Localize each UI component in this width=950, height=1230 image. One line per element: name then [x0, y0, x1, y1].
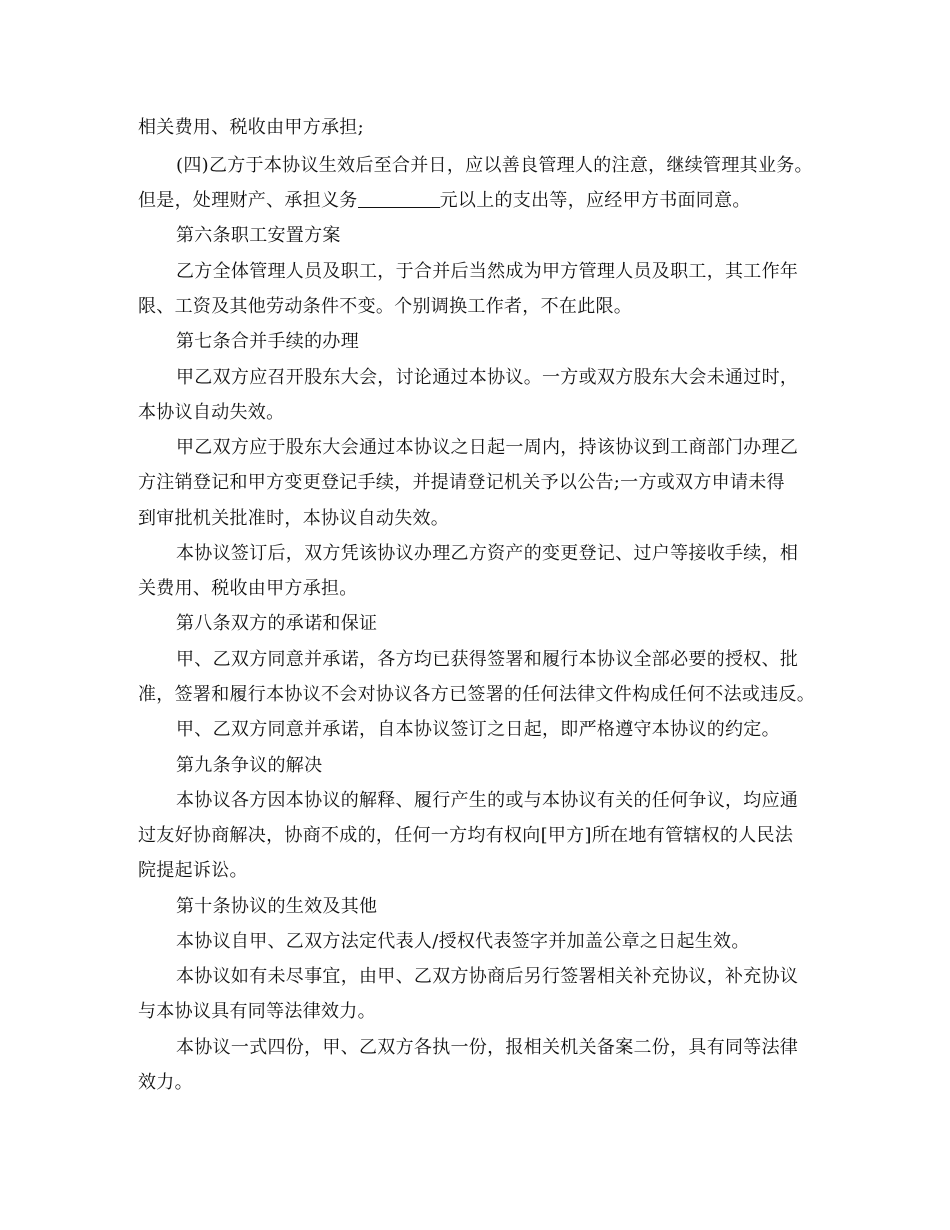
- text-line: 本协议签订后，双方凭该协议办理乙方资产的变更登记、过户等接收手续，相: [176, 543, 799, 564]
- text-line: 本协议自动失效。: [138, 402, 285, 423]
- section-heading: 第八条双方的承诺和保证: [176, 613, 378, 634]
- text-line: 本协议一式四份，甲、乙双方各执一份，报相关机关备案二份，具有同等法律: [176, 1037, 799, 1058]
- text-line: 与本协议具有同等法律效力。: [138, 1001, 376, 1022]
- text-line: 甲乙双方应于股东大会通过本协议之日起一周内，持该协议到工商部门办理乙: [176, 437, 799, 458]
- text-segment: 元以上的支出等，应经甲方书面同意。: [439, 190, 751, 211]
- text-line: 到审批机关批准时，本协议自动失效。: [138, 508, 450, 529]
- blank-amount-field: [358, 189, 440, 208]
- text-line: 甲乙双方应召开股东大会，讨论通过本协议。一方或双方股东大会未通过时，: [176, 367, 799, 388]
- text-line: 甲、乙双方同意并承诺，自本协议签订之日起，即严格遵守本协议的约定。: [176, 719, 780, 740]
- text-line: 本协议自甲、乙双方法定代表人/授权代表签字并加盖公章之日起生效。: [176, 931, 750, 952]
- text-line: 院提起诉讼。: [138, 860, 248, 881]
- text-line: 方注销登记和甲方变更登记手续，并提请登记机关予以公告;一方或双方申请未得: [138, 472, 785, 493]
- section-heading: 第十条协议的生效及其他: [176, 896, 378, 917]
- text-line: (四)乙方于本协议生效后至合并日，应以善良管理人的注意，继续管理其业务。: [176, 155, 813, 176]
- text-line: 关费用、税收由甲方承担。: [138, 578, 358, 599]
- text-line: 准，签署和履行本协议不会对协议各方已签署的任何法律文件构成任何不法或违反。: [138, 684, 816, 705]
- text-line: 甲、乙双方同意并承诺，各方均已获得签署和履行本协议全部必要的授权、批: [176, 649, 799, 670]
- section-heading: 第九条争议的解决: [176, 755, 323, 776]
- text-line: 过友好协商解决，协商不成的，任何一方均有权向[甲方]所在地有管辖权的人民法: [138, 825, 794, 846]
- text-line: 效力。: [138, 1072, 193, 1093]
- section-heading: 第七条合并手续的办理: [176, 331, 359, 352]
- text-line: [138, 189, 751, 213]
- text-line: 乙方全体管理人员及职工，于合并后当然成为甲方管理人员及职工，其工作年: [176, 261, 799, 282]
- section-heading: 第六条职工安置方案: [176, 225, 341, 246]
- text-line: 相关费用、税收由甲方承担;: [138, 117, 364, 138]
- text-line: 本协议如有未尽事宜，由甲、乙双方协商后另行签署相关补充协议，补充协议: [176, 966, 799, 987]
- text-line: 本协议各方因本协议的解释、履行产生的或与本协议有关的任何争议，均应通: [176, 790, 799, 811]
- text-segment: 但是，处理财产、承担义务: [138, 190, 358, 211]
- text-line: 限、工资及其他劳动条件不变。个别调换工作者，不在此限。: [138, 296, 633, 317]
